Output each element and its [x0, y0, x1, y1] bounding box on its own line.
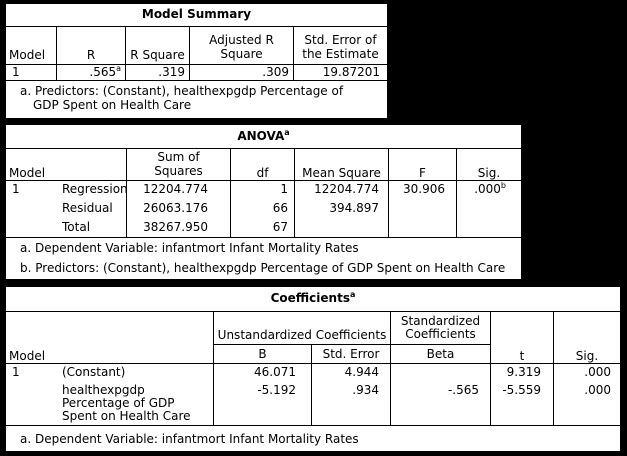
anova-df-cell: 67: [272, 220, 288, 234]
model-summary-table: [6, 4, 387, 118]
coef-row-label: (Constant): [62, 365, 126, 379]
model-summary-title: Model Summary: [141, 7, 252, 21]
ms-header-se-line2: the Estimate: [302, 47, 379, 61]
ms-header-se-line1: Std. Error of: [304, 33, 377, 47]
coef-b-cell: 46.071: [254, 365, 296, 379]
anova-df-cell: 1: [280, 182, 288, 196]
anova-ms-cell: 12204.774: [314, 182, 379, 196]
anova-row-label: Residual: [62, 201, 113, 215]
ms-r-value: .565$^a$: [89, 64, 121, 79]
coef-header-std-error: Std. Error: [322, 347, 380, 361]
ms-adj-r-square-value: .309: [262, 65, 289, 79]
coef-header-unstd: Unstandardized Coefficients: [217, 328, 387, 342]
ms-model-number: 1: [12, 65, 20, 79]
coef-header-std-line1: Standardized: [400, 314, 481, 328]
coef-model-number: 1: [12, 365, 20, 379]
anova-footnote-a: a. Dependent Variable: infantmort Infant Mortality Rates: [20, 241, 359, 255]
coef-sig-cell: .000: [584, 365, 611, 379]
anova-header-ss-line1: Sum of: [157, 150, 200, 164]
ms-std-error-value: 19.87201: [322, 65, 380, 79]
anova-title: ANOVA$^a$: [237, 128, 290, 143]
anova-model-number: 1: [12, 182, 20, 196]
anova-header-f: F: [419, 166, 426, 180]
coef-sig-cell: .000: [584, 383, 611, 397]
anova-row-label: Total: [62, 220, 91, 234]
anova-ms-cell: 394.897: [329, 201, 379, 215]
coef-header-b: B: [258, 347, 267, 361]
anova-ss-cell: 38267.950: [143, 220, 208, 234]
anova-sig-cell: .000$^b$: [474, 181, 506, 196]
coef-footnote-a: a. Dependent Variable: infantmort Infant Mortality Rates: [20, 432, 359, 446]
ms-header-adj-line1: Adjusted R: [209, 33, 274, 47]
anova-ss-cell: 26063.176: [143, 201, 208, 215]
ms-footnote-line2: GDP Spent on Health Care: [33, 98, 192, 112]
coef-t-cell: 9.319: [506, 365, 541, 379]
ms-header-model: Model: [9, 48, 46, 62]
anova-ss-cell: 12204.774: [143, 182, 208, 196]
coef-std-error-cell: .934: [352, 383, 379, 397]
anova-header-ss-line2: Squares: [154, 164, 203, 178]
anova-f-cell: 30.906: [403, 182, 445, 196]
coef-row-label: healthexpgdp: [62, 383, 145, 397]
ms-r-square-value: .319: [158, 65, 185, 79]
coef-header-t: t: [519, 349, 525, 363]
coef-t-cell: -5.559: [502, 383, 541, 397]
coef-beta-cell: -.565: [447, 383, 479, 397]
ms-footnote-line1: a. Predictors: (Constant), healthexpgdp Percentage of: [20, 84, 344, 98]
ms-header-r-square: R Square: [130, 48, 185, 62]
coef-row-label-line3: Spent on Health Care: [62, 409, 191, 423]
coef-header-model: Model: [9, 349, 46, 363]
anova-df-cell: 66: [272, 201, 288, 215]
anova-header-sig: Sig.: [477, 166, 501, 180]
coef-header-sig: Sig.: [575, 349, 599, 363]
coef-header-std-line2: Coefficients: [405, 327, 476, 341]
anova-table: [6, 125, 521, 279]
anova-header-model: Model: [9, 166, 46, 180]
anova-header-ms: Mean Square: [302, 166, 381, 180]
coefficients-title: Coefficients$^a$: [270, 290, 356, 305]
anova-footnote-b: b. Predictors: (Constant), healthexpgdp Percentage of GDP Spent on Health Care: [20, 261, 506, 275]
anova-row-label: Regression: [62, 182, 128, 196]
ms-header-r: R: [86, 48, 96, 62]
coef-std-error-cell: 4.944: [344, 365, 379, 379]
coef-row-label-line2: Percentage of GDP: [62, 396, 175, 410]
coef-b-cell: -5.192: [257, 383, 296, 397]
coef-header-beta: Beta: [426, 347, 455, 361]
ms-header-adj-line2: Square: [220, 47, 263, 61]
coefficients-table: [6, 287, 620, 451]
anova-header-df: df: [256, 166, 269, 180]
